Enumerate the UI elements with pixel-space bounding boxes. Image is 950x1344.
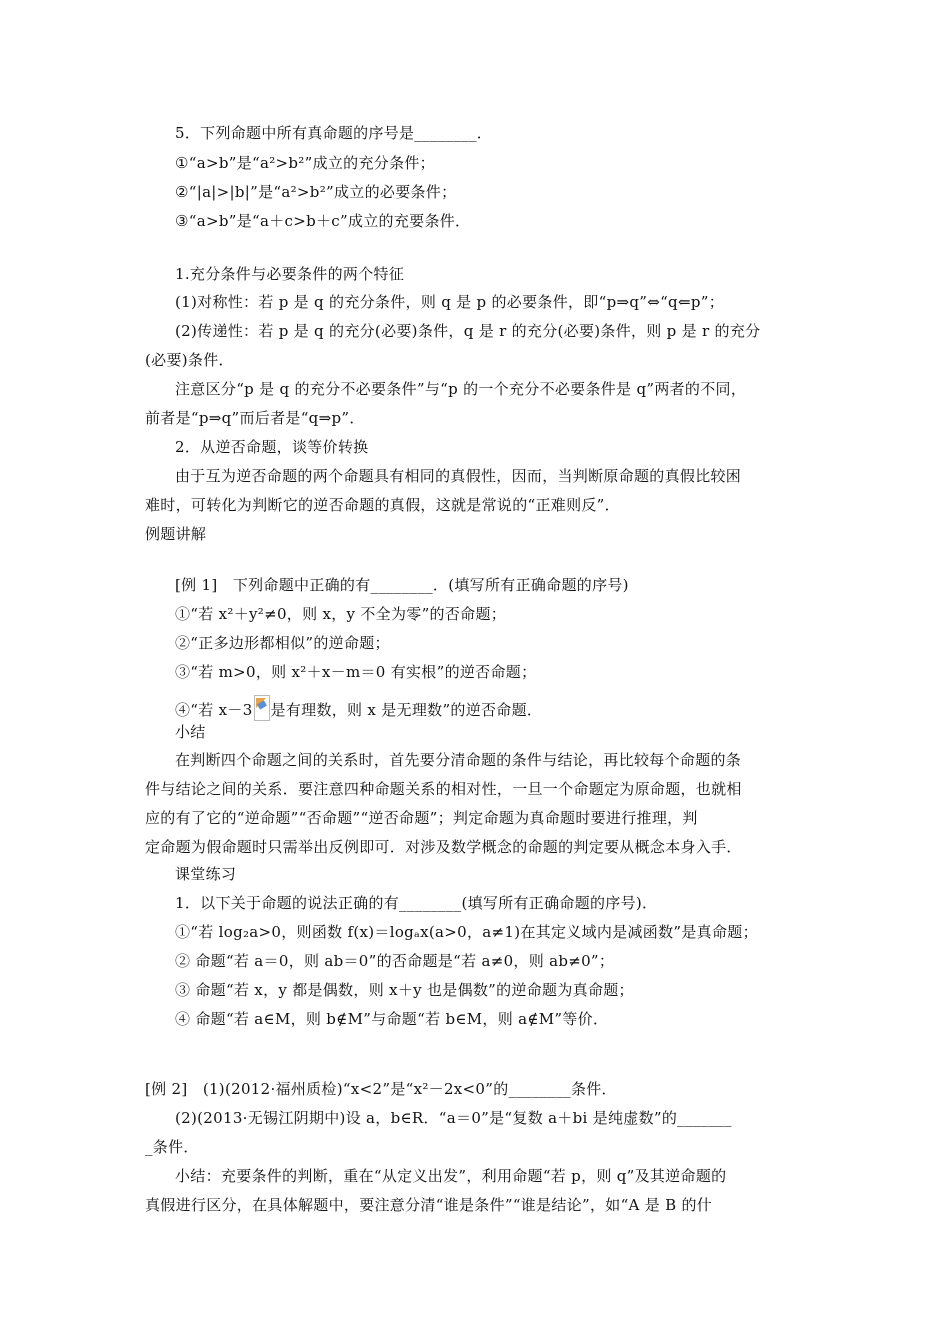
q5-item-3: ③“a>b”是“a＋c>b＋c”成立的充要条件．: [175, 212, 471, 230]
paragraph-line: (1)对称性：若 p 是 q 的充分条件，则 q 是 p 的必要条件，即“p⇒q”⇔“q⇐p”；: [175, 293, 724, 311]
q5-item-2: ②“|a|>|b|”是“a²>b²”成立的必要条件；: [175, 183, 457, 201]
q5-item-1: ①“a>b”是“a²>b²”成立的充分条件；: [175, 154, 435, 172]
example-1-item-4-start: ④“若 x－3: [175, 701, 253, 719]
paragraph-line: 件与结论之间的关系．要注意四种命题关系的相对性，一旦一个命题定为原命题，也就相: [145, 780, 742, 798]
paragraph-line: 小结：充要条件的判断，重在“从定义出发”，利用命题“若 p，则 q”及其逆命题的: [175, 1167, 727, 1185]
practice-q1: 1．以下关于命题的说法正确的有________(填写所有正确命题的序号)．: [175, 894, 658, 912]
example-1-item-2: ②“正多边形都相似”的逆命题；: [175, 634, 390, 652]
paragraph-line: 在判断四个命题之间的关系时，首先要分清命题的条件与结论，再比较每个命题的条: [175, 751, 742, 769]
q5-title: 5．下列命题中所有真命题的序号是________．: [175, 124, 493, 142]
example-1-title: [例 1] 下列命题中正确的有________．(填写所有正确命题的序号): [175, 576, 629, 594]
example-1-item-3: ③“若 m>0，则 x²＋x－m＝0 有实根”的逆否命题；: [175, 663, 537, 681]
paragraph-line: 应的有了它的“逆命题”“否命题”“逆否命题”；判定命题为真命题时要进行推理，判: [145, 809, 698, 827]
summary-heading: 小结: [175, 723, 206, 741]
broken-image-icon: [254, 695, 270, 721]
section-heading-1: 1.充分条件与必要条件的两个特征: [175, 265, 405, 283]
practice-item-1: ①“若 log₂a>0，则函数 f(x)＝logₐx(a>0，a≠1)在其定义域内是减函数”是真命题；: [175, 923, 758, 941]
paragraph-line: (必要)条件．: [145, 351, 234, 369]
paragraph-line: 真假进行区分，在具体解题中，要注意分清“谁是条件”“谁是结论”，如“A 是 B 的什: [145, 1196, 713, 1214]
example-2-part-2: (2)(2013·无锡江阴期中)设 a，b∈R．“a＝0”是“复数 a＋bi 是纯虚数”的_______: [175, 1109, 732, 1127]
section-heading-2: 2．从逆否命题，谈等价转换: [175, 438, 369, 456]
practice-heading: 课堂练习: [175, 865, 237, 883]
paragraph-line: 定命题为假命题时只需举出反例即可．对涉及数学概念的命题的判定要从概念本身入手．: [145, 838, 742, 856]
paragraph-line: 注意区分“p 是 q 的充分不必要条件”与“p 的一个充分不必要条件是 q”两者的不同，: [175, 380, 747, 398]
example-1-item-4-end: 是有理数，则 x 是无理数”的逆否命题．: [270, 701, 543, 719]
example-2-part-1: [例 2] (1)(2012·福州质检)“x<2”是“x²－2x<0”的________条件．: [145, 1080, 617, 1098]
practice-item-3: ③ 命题“若 x，y 都是偶数，则 x＋y 也是偶数”的逆命题为真命题；: [175, 981, 634, 999]
paragraph-line: 难时，可转化为判断它的逆否命题的真假，这就是常说的“正难则反”．: [145, 496, 620, 514]
example-1-item-1: ①“若 x²＋y²≠0，则 x，y 不全为零”的否命题；: [175, 605, 507, 623]
practice-item-4: ④ 命题“若 a∈M，则 b∉M”与命题“若 b∈M，则 a∉M”等价．: [175, 1010, 609, 1028]
practice-item-2: ② 命题“若 a＝0，则 ab＝0”的否命题是“若 a≠0，则 ab≠0”；: [175, 952, 615, 970]
example-1-item-4: [175, 695, 542, 721]
paragraph-line: 由于互为逆否命题的两个命题具有相同的真假性，因而，当判断原命题的真假比较困: [175, 467, 742, 485]
paragraph-line: 前者是“p⇒q”而后者是“q⇒p”．: [145, 409, 365, 427]
section-heading-examples: 例题讲解: [145, 525, 207, 543]
paragraph-line: (2)传递性：若 p 是 q 的充分(必要)条件，q 是 r 的充分(必要)条件，则 p 是 r 的充分: [175, 322, 761, 340]
example-2-part-2-cont: _条件．: [145, 1138, 199, 1156]
